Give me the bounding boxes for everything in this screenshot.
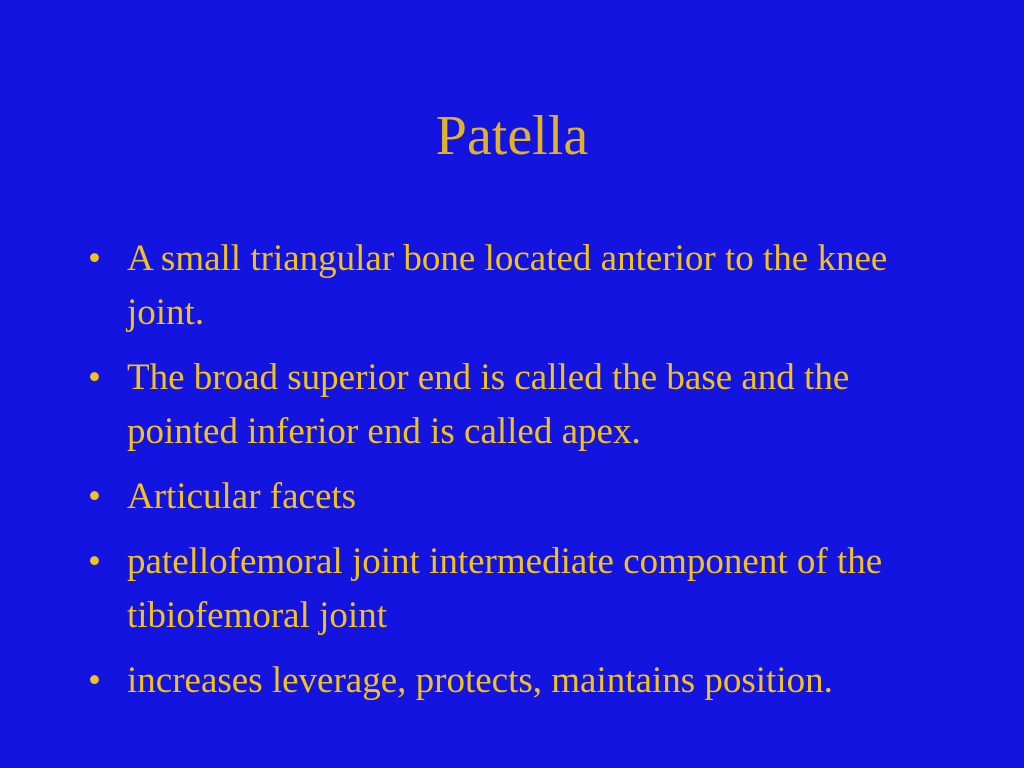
list-item xyxy=(84,351,914,459)
bullet-text: The broad superior end is called the base and the pointed inferior end is called apex. xyxy=(127,357,850,452)
bullet-text: Articular facets xyxy=(127,476,357,517)
bullet-icon: • xyxy=(88,357,101,398)
list-item xyxy=(84,470,914,524)
bullet-icon: • xyxy=(88,476,101,517)
bullet-icon: • xyxy=(88,660,101,701)
bullet-text: A small triangular bone located anterior to the knee joint. xyxy=(127,238,888,333)
slide-title: Patella xyxy=(435,105,589,167)
list-item xyxy=(84,535,914,643)
bullet-text: patellofemoral joint intermediate component of the tibiofemoral joint xyxy=(127,541,883,636)
list-item xyxy=(84,232,914,340)
bullet-list xyxy=(84,232,914,719)
bullet-text: increases leverage, protects, maintains position. xyxy=(127,660,833,701)
bullet-icon: • xyxy=(88,541,101,582)
bullet-icon: • xyxy=(88,238,101,279)
list-item xyxy=(84,654,914,708)
